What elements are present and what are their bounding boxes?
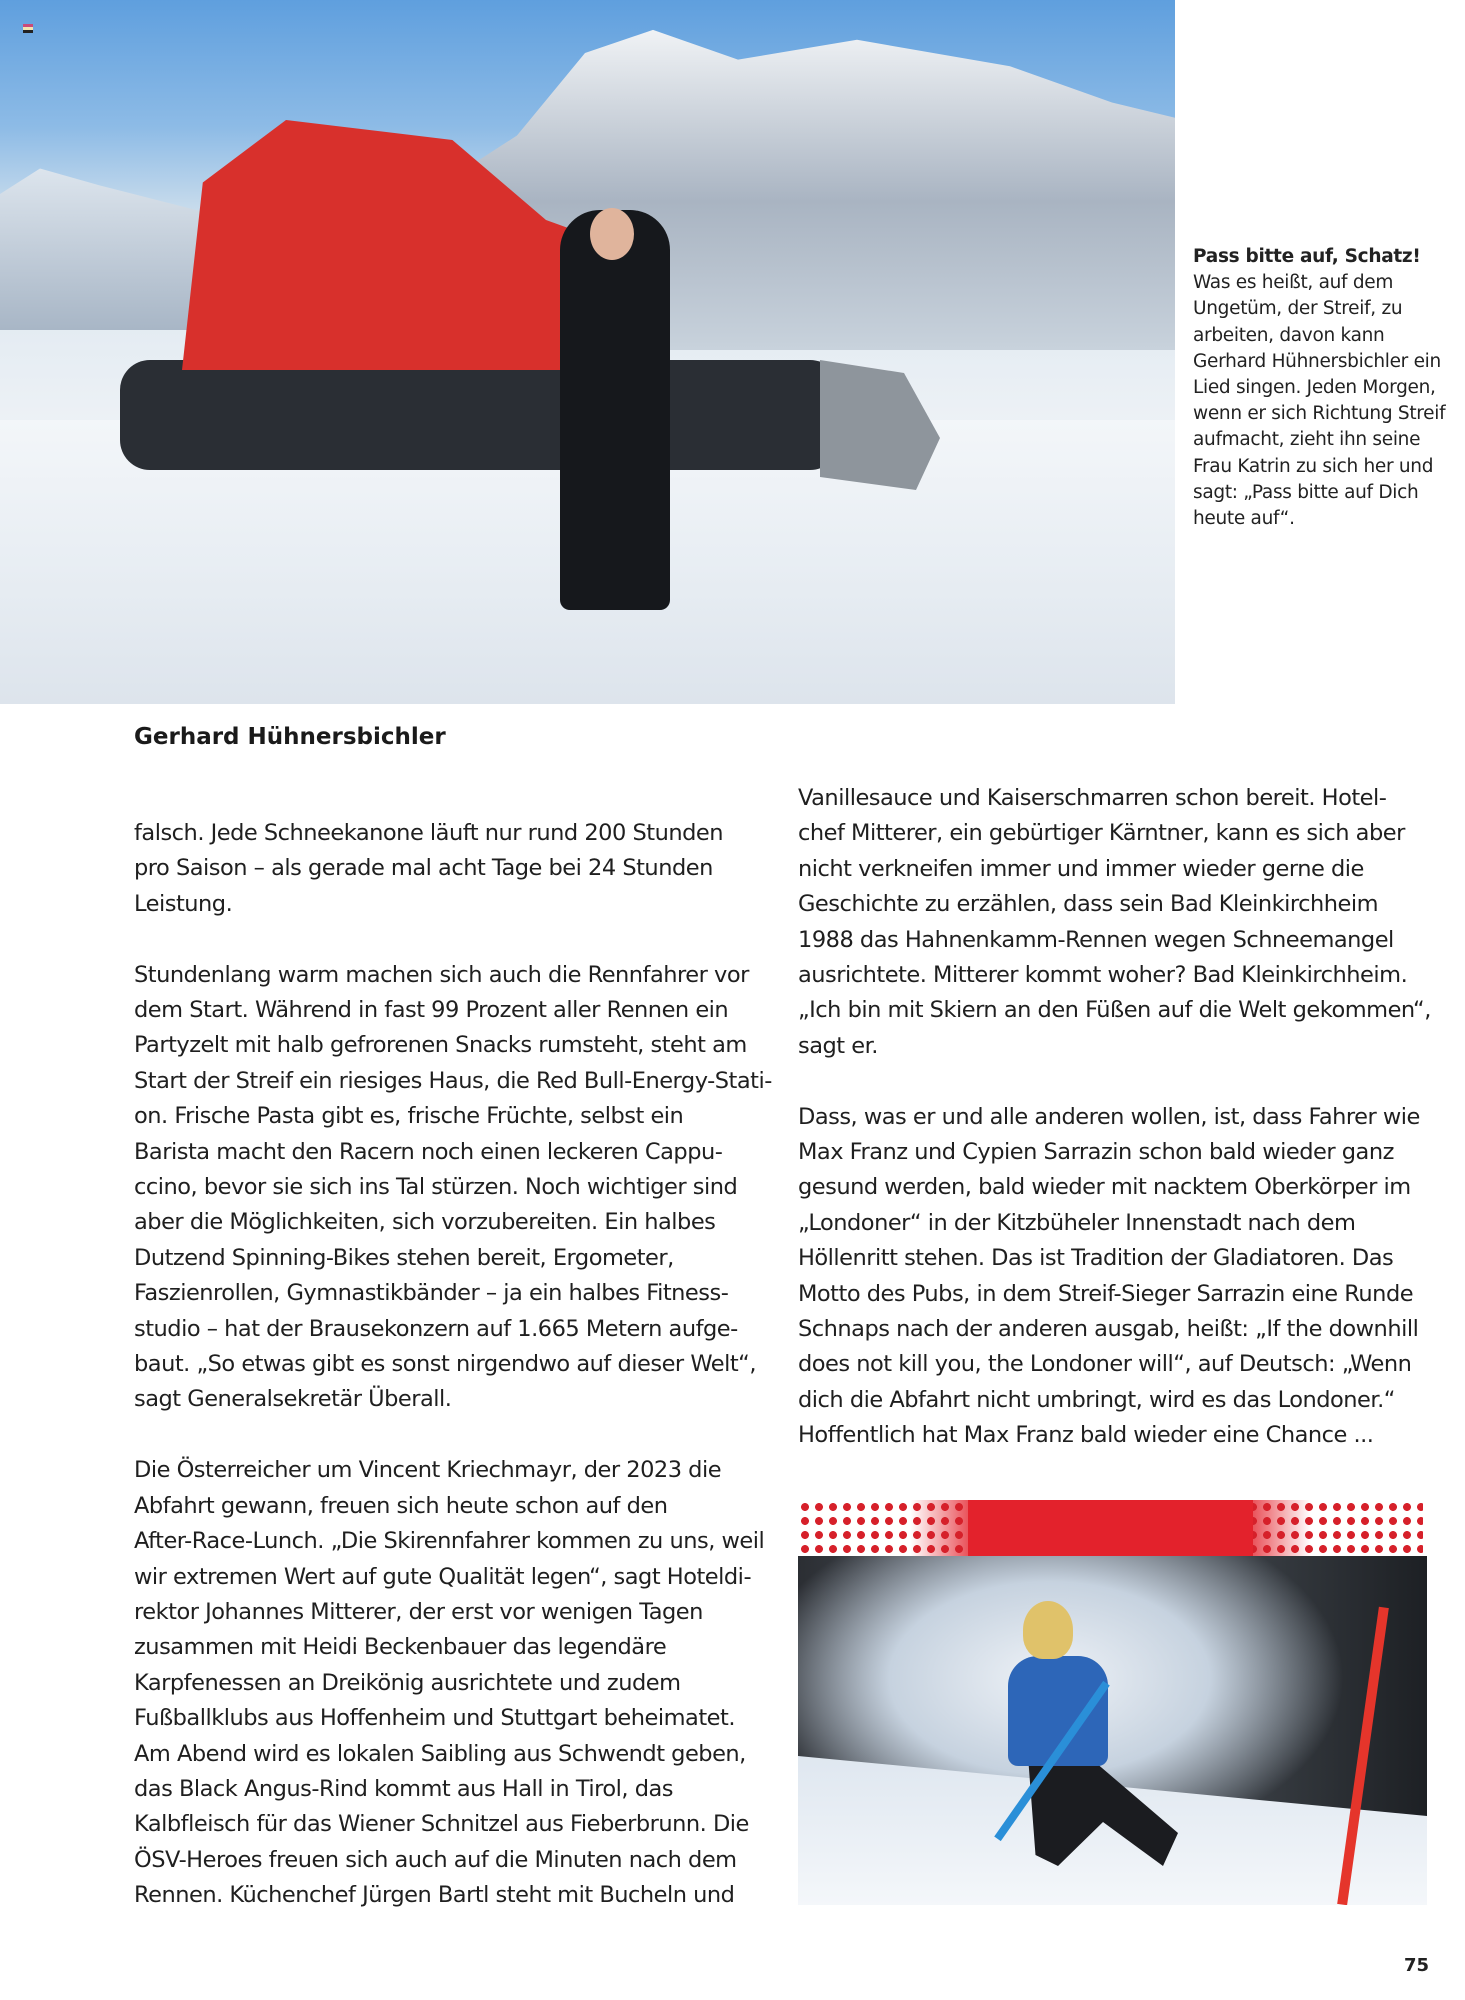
text-line: Leistung. <box>134 890 233 917</box>
groomer-photo <box>0 0 1175 704</box>
text-line: Abfahrt gewann, freuen sich heute schon auf den <box>134 1492 668 1519</box>
flag-icon <box>23 24 33 33</box>
text-line: Fußballklubs aus Hoffenheim und Stuttgart beheimatet. <box>134 1705 735 1732</box>
text-line: aber die Möglichkeiten, sich vorzubereiten. Ein halbes <box>134 1209 716 1236</box>
text-line: ccino, bevor sie sich ins Tal stürzen. Noch wichtiger sind <box>134 1174 738 1201</box>
text-line: Kalbfleisch für das Wiener Schnitzel aus Fieberbrunn. Die <box>134 1811 749 1838</box>
halftone-banner <box>798 1500 1423 1556</box>
text-line: „Londoner“ in der Kitzbüheler Innenstadt nach dem <box>798 1209 1356 1236</box>
text-line: baut. „So etwas gibt es sonst nirgendwo auf dieser Welt“, <box>134 1351 756 1378</box>
text-line: After-Race-Lunch. „Die Skirennfahrer kommen zu uns, weil <box>134 1528 765 1555</box>
paragraph <box>134 1453 772 1913</box>
text-line: does not kill you, the Londoner will“, auf Deutsch: „Wenn <box>798 1351 1412 1378</box>
text-line: Geschichte zu erzählen, dass sein Bad Kleinkirchheim <box>798 891 1379 918</box>
caption-text <box>1193 270 1461 532</box>
text-line: Gerhard Hühnersbichler ein <box>1193 350 1441 372</box>
text-line: wenn er sich Richtung Streif <box>1193 403 1446 425</box>
text-line: dich die Abfahrt nicht umbringt, wird es das Londoner.“ <box>798 1386 1395 1413</box>
text-line: Vanillesauce und Kaiserschmarren schon bereit. Hotel- <box>798 785 1387 811</box>
paragraph <box>134 816 772 922</box>
text-line: sagt er. <box>798 1032 878 1059</box>
text-line: Motto des Pubs, in dem Streif-Sieger Sarrazin eine Runde <box>798 1280 1414 1307</box>
text-line: sagt: „Pass bitte auf Dich <box>1193 481 1419 503</box>
text-line: Was es heißt, auf dem <box>1193 272 1394 294</box>
text-line: Schnaps nach der anderen ausgab, heißt: „If the downhill <box>798 1316 1419 1343</box>
text-line: Ungetüm, der Streif, zu <box>1193 298 1403 320</box>
text-line: heute auf“. <box>1193 508 1295 530</box>
text-line: ausrichtete. Mitterer kommt woher? Bad Kleinkirchheim. <box>798 962 1408 989</box>
person-head <box>590 208 634 260</box>
text-line: zusammen mit Heidi Beckenbauer das legendäre <box>134 1634 667 1661</box>
text-line: ÖSV-Heroes freuen sich auch auf die Minuten nach dem <box>134 1846 737 1873</box>
text-line: pro Saison – als gerade mal acht Tage bei 24 Stunden <box>134 855 713 882</box>
text-line: Rennen. Küchenchef Jürgen Bartl steht mit Bucheln und <box>134 1882 735 1909</box>
text-line: nicht verkneifen immer und immer wieder gerne die <box>798 855 1364 882</box>
article-column-right <box>798 781 1431 1489</box>
text-line: wir extremen Wert auf gute Qualität legen“, sagt Hoteldi- <box>134 1563 752 1590</box>
text-line: „Ich bin mit Skiern an den Füßen auf die Welt gekommen“, <box>798 997 1431 1024</box>
text-line: dem Start. Während in fast 99 Prozent aller Rennen ein <box>134 997 729 1024</box>
groomer-blade <box>820 360 940 490</box>
skier-helmet <box>1023 1601 1073 1659</box>
text-line: studio – hat der Brausekonzern auf 1.665 Metern aufge- <box>134 1315 738 1342</box>
text-line: Barista macht den Racern noch einen leckeren Cappu- <box>134 1138 723 1165</box>
text-line: Am Abend wird es lokalen Saibling aus Schwendt geben, <box>134 1740 746 1767</box>
text-line: Max Franz und Cypien Sarrazin schon bald wieder ganz <box>798 1139 1394 1166</box>
text-line: Stundenlang warm machen sich auch die Rennfahrer vor <box>134 961 749 988</box>
text-line: Frau Katrin zu sich her und <box>1193 455 1434 477</box>
text-line: Start der Streif ein riesiges Haus, die Red Bull-Energy-Stati- <box>134 1067 772 1094</box>
text-line: Höllenritt stehen. Das ist Tradition der Gladiatoren. Das <box>798 1245 1394 1272</box>
text-line: chef Mitterer, ein gebürtiger Kärntner, kann es sich aber <box>798 820 1405 847</box>
paragraph <box>134 958 772 1418</box>
text-line: 1988 das Hahnenkamm-Rennen wegen Schneemangel <box>798 926 1394 953</box>
text-line: on. Frische Pasta gibt es, frische Früchte, selbst ein <box>134 1103 684 1130</box>
text-line: aufmacht, zieht ihn seine <box>1193 429 1421 451</box>
text-line: Dutzend Spinning-Bikes stehen bereit, Ergometer, <box>134 1244 674 1271</box>
text-line: falsch. Jede Schneekanone läuft nur rund 200 Stunden <box>134 820 723 846</box>
text-line: Lied singen. Jeden Morgen, <box>1193 377 1436 399</box>
page-number: 75 <box>1404 1955 1430 1976</box>
text-line: Faszienrollen, Gymnastikbänder – ja ein halbes Fitness- <box>134 1280 729 1307</box>
photo-author-name: Gerhard Hühnersbichler <box>134 724 446 750</box>
photo-caption <box>1193 244 1461 532</box>
text-line: das Black Angus-Rind kommt aus Hall in Tirol, das <box>134 1775 674 1802</box>
text-line: Partyzelt mit halb gefrorenen Snacks rumsteht, steht am <box>134 1032 747 1059</box>
caption-title: Pass bitte auf, Schatz! <box>1193 246 1421 267</box>
text-line: Die Österreicher um Vincent Kriechmayr, der 2023 die <box>134 1457 722 1484</box>
text-line: sagt Generalsekretär Überall. <box>134 1386 452 1413</box>
text-line: Karpfenessen an Dreikönig ausrichtete und zudem <box>134 1669 681 1696</box>
text-line: gesund werden, bald wieder mit nacktem Oberkörper im <box>798 1174 1411 1201</box>
text-line: rektor Johannes Mitterer, der erst vor wenigen Tagen <box>134 1598 703 1625</box>
paragraph <box>798 781 1431 1064</box>
person-standing <box>560 210 670 610</box>
paragraph <box>798 1100 1431 1454</box>
groomer-tracks <box>120 360 840 470</box>
text-line: Hoffentlich hat Max Franz bald wieder eine Chance ... <box>798 1422 1374 1449</box>
skier-photo <box>798 1556 1427 1905</box>
text-line: Dass, was er und alle anderen wollen, ist, dass Fahrer wie <box>798 1103 1420 1130</box>
text-line: arbeiten, davon kann <box>1193 324 1385 346</box>
article-column-left <box>134 816 772 1949</box>
